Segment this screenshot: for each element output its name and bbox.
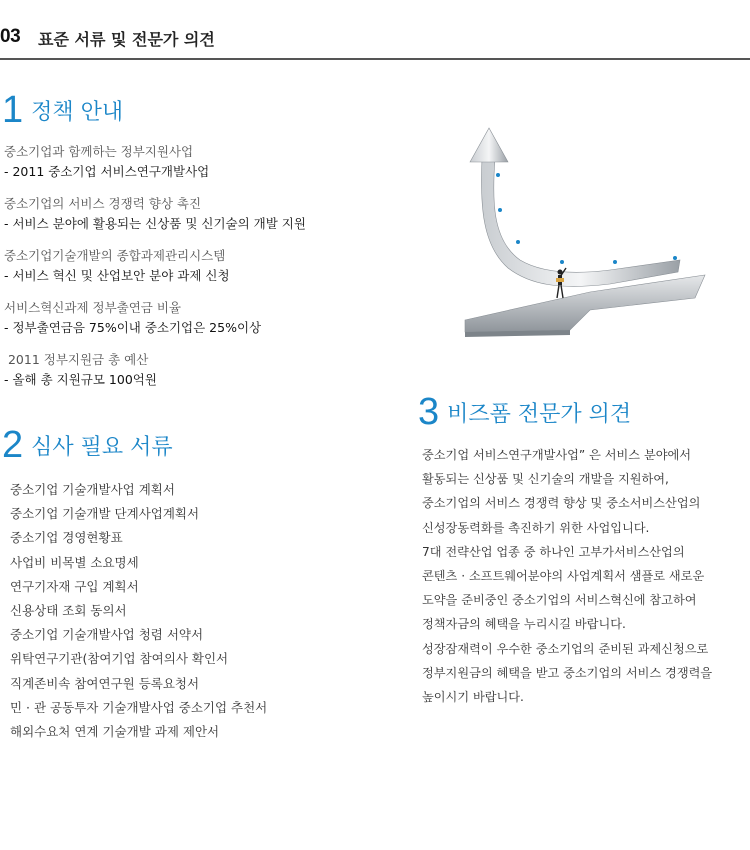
opinion-line: 정책자금의 혜택을 누리시길 바랍니다.	[422, 617, 626, 632]
expert-opinion-text	[422, 443, 742, 709]
document-item: 중소기업 기술개발사업 청렴 서약서	[10, 627, 204, 643]
opinion-line: 콘텐츠 · 소프트웨어분야의 사업계획서 샘플로 새로운	[422, 569, 705, 584]
policy-item	[4, 350, 374, 390]
policy-detail: - 정부출연금음 75%이내 중소기업은 25%이상	[4, 320, 262, 335]
opinion-line: 도약을 준비중인 중소기업의 서비스혁신에 참고하여	[422, 593, 697, 608]
header-title: 표준 서류 및 전문가 의견	[38, 30, 215, 49]
growth-arrow-illustration	[440, 120, 740, 340]
opinion-line: 신성장동력화를 촉진하기 위한 사업입니다.	[422, 520, 650, 535]
opinion-line: 7대 전략산업 업종 중 하나인 고부가서비스산업의	[422, 544, 685, 559]
document-item: 민 · 관 공동투자 기술개발사업 중소기업 추천서	[10, 699, 268, 715]
section2-heading	[2, 424, 173, 466]
section2-title: 심사 필요 서류	[31, 435, 173, 460]
opinion-line: 정부지원금의 혜택을 받고 중소기업의 서비스 경쟁력을	[422, 665, 713, 680]
section3-heading	[418, 391, 632, 433]
policy-label: 서비스혁신과제 정부출연금 비율	[4, 300, 181, 315]
section3-number: 3	[418, 391, 440, 433]
document-item: 중소기업 기술개발 단계사업계획서	[10, 506, 200, 522]
opinion-line: 높이시기 바랍니다.	[422, 690, 524, 705]
policy-detail: - 올해 총 지원규모 100억원	[4, 372, 157, 387]
policy-label: 중소기업기술개발의 종합과제관리시스템	[4, 248, 226, 263]
policy-item	[4, 194, 374, 234]
section1-title: 정책 안내	[31, 100, 124, 125]
opinion-line: 성장잠재력이 우수한 중소기업의 준비된 과제신청으로	[422, 641, 709, 656]
policy-label: 2011 정부지원금 총 예산	[4, 352, 149, 367]
opinion-line: 중소기업 서비스연구개발사업” 은 서비스 분야에서	[422, 448, 692, 462]
policy-item	[4, 298, 374, 338]
opinion-line: 중소기업의 서비스 경쟁력 향상 및 중소서비스산업의	[422, 496, 701, 511]
policy-item	[4, 246, 374, 286]
policy-label: 중소기업의 서비스 경쟁력 향상 촉진	[4, 196, 202, 211]
policy-detail: - 서비스 혁신 및 산업보안 분야 과제 신청	[4, 268, 230, 283]
policy-detail: - 2011 중소기업 서비스연구개발사업	[4, 164, 210, 179]
opinion-line: 활동되는 신상품 및 신기술의 개발을 지원하여,	[422, 472, 669, 487]
document-item: 중소기업 기술개발사업 계획서	[10, 482, 175, 497]
document-item: 신용상태 조회 동의서	[10, 603, 127, 619]
document-item: 중소기업 경영현황표	[10, 530, 123, 546]
section1-heading	[2, 89, 124, 131]
section2-number: 2	[2, 424, 24, 466]
policy-item	[4, 142, 374, 182]
document-item: 해외수요처 연계 기술개발 과제 제안서	[10, 724, 220, 740]
policy-label: 중소기업과 함께하는 정부지원사업	[4, 144, 194, 159]
policy-detail: - 서비스 분야에 활용되는 신상품 및 신기술의 개발 지원	[4, 216, 306, 231]
policy-list	[4, 142, 374, 402]
section1-number: 1	[2, 89, 24, 131]
document-item: 사업비 비목별 소요명세	[10, 554, 139, 570]
header-number: 03	[0, 26, 21, 47]
document-item: 연구기자재 구입 계획서	[10, 578, 139, 594]
section3-title: 비즈폼 전문가 의견	[447, 402, 632, 427]
section-header	[0, 0, 750, 60]
document-item: 위탁연구기관(참여기업 참여의사 확인서	[10, 651, 229, 667]
required-documents-list	[10, 478, 380, 744]
document-item: 직계존비속 참여연구원 등록요청서	[10, 675, 200, 691]
